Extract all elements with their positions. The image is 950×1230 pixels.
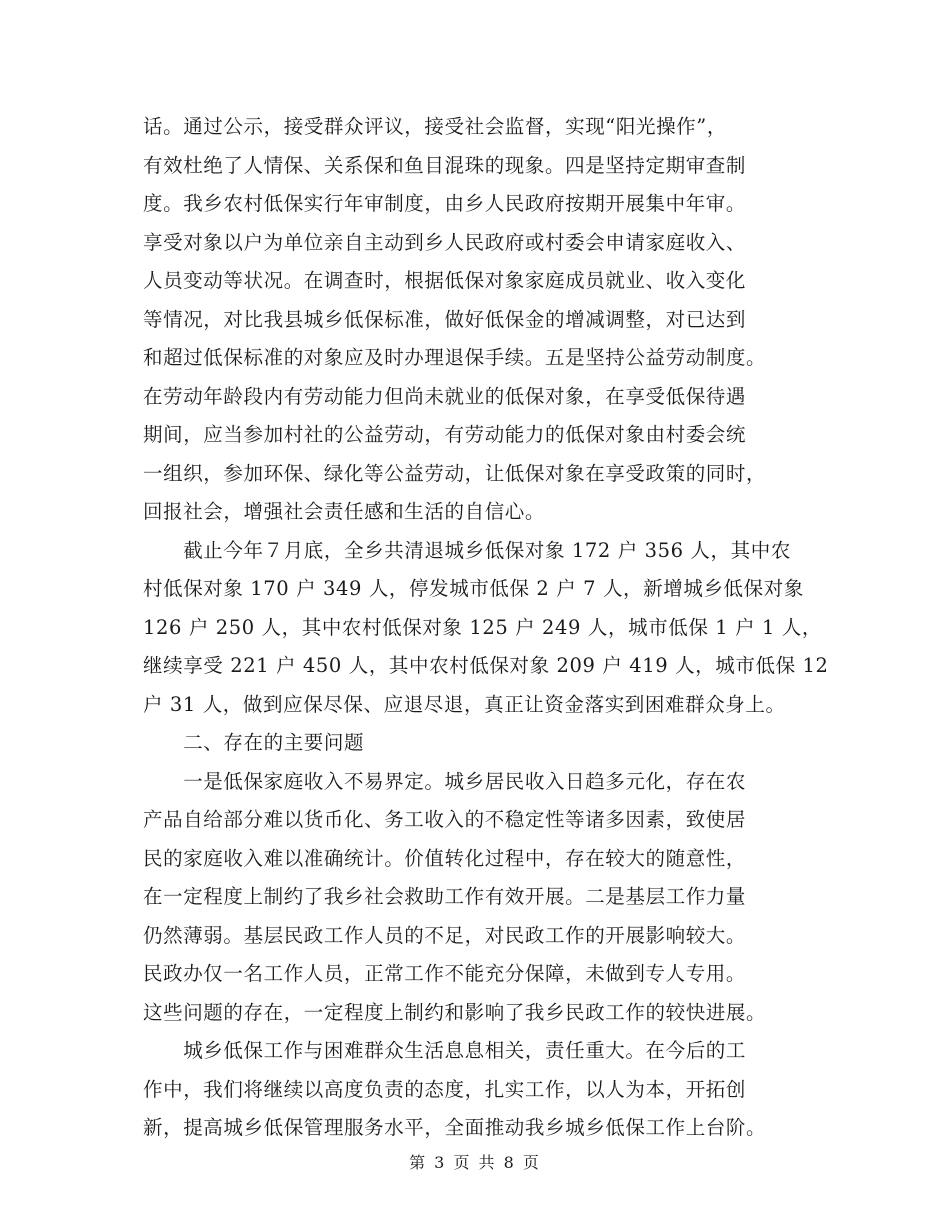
text-line: 期间，应当参加村社的公益劳动，有劳动能力的低保对象由村委会统 xyxy=(143,423,747,446)
text-line: 在劳动年龄段内有劳动能力但尚未就业的低保对象，在享受低保待遇 xyxy=(143,384,747,408)
text-line: 产品自给部分难以货币化、务工收入的不稳定性等诸多因素，致使居 xyxy=(143,808,747,831)
text-line: 一组织，参加环保、绿化等公益劳动，让低保对象在享受政策的同时， xyxy=(143,461,767,485)
text-line: 有效杜绝了人情保、关系保和鱼目混珠的现象。四是坚持定期审查制 xyxy=(143,153,747,177)
text-line: 回报社会，增强社会责任感和生活的自信心。 xyxy=(143,500,546,523)
text-line: 这些问题的存在，一定程度上制约和影响了我乡民政工作的较快进展。 xyxy=(143,1000,767,1024)
text-line: 度。我乡农村低保实行年审制度，由乡人民政府按期开展集中年审。 xyxy=(143,192,747,215)
text-line: 民政办仅一名工作人员，正常工作不能充分保障，未做到专人专用。 xyxy=(143,962,747,985)
text-line: 等情况，对比我县城乡低保标准，做好低保金的增减调整，对已达到 xyxy=(143,307,747,331)
text-line: 在一定程度上制约了我乡社会救助工作有效开展。二是基层工作力量 xyxy=(143,885,747,908)
text-line: 和超过低保标准的对象应及时办理退保手续。五是坚持公益劳动制度。 xyxy=(143,346,767,369)
text-line: 一是低保家庭收入不易界定。城乡居民收入日趋多元化，存在农 xyxy=(143,769,747,793)
text-line: 仍然薄弱。基层民政工作人员的不足，对民政工作的开展影响较大。 xyxy=(143,923,747,947)
text-line: 继续享受 221 户 450 人，其中农村低保对象 209 户 419 人，城市低保 12 xyxy=(143,654,829,677)
text-line: 话。通过公示，接受群众评议，接受社会监督，实现“阳光操作”， xyxy=(143,115,727,138)
page-number-footer: 第 3 页 共 8 页 xyxy=(409,1153,541,1172)
text-line: 享受对象以户为单位亲自主动到乡人民政府或村委会申请家庭收入、 xyxy=(143,230,747,254)
text-line: 村低保对象 170 户 349 人，停发城市低保 2 户 7 人，新增城乡低保对象 xyxy=(143,577,804,600)
text-line: 民的家庭收入难以准确统计。价值转化过程中，存在较大的随意性， xyxy=(143,846,747,870)
text-line: 新，提高城乡低保管理服务水平，全面推动我乡城乡低保工作上台阶。 xyxy=(143,1116,767,1139)
text-line: 户 31 人，做到应保尽保、应退尽退，真正让资金落实到困难群众身上。 xyxy=(143,692,786,716)
text-line: 城乡低保工作与困难群众生活息息相关，责任重大。在今后的工 xyxy=(143,1039,747,1062)
text-line: 人员变动等状况。在调查时，根据低保对象家庭成员就业、收入变化 xyxy=(143,269,747,292)
text-line: 126 户 250 人，其中农村低保对象 125 户 249 人，城市低保 1 户 1 人， xyxy=(143,615,822,639)
section-heading: 二、存在的主要问题 xyxy=(143,731,365,754)
text-line: 截止今年７月底，全乡共清退城乡低保对象 172 户 356 人，其中农 xyxy=(143,538,791,562)
text-line: 作中，我们将继续以高度负责的态度，扎实工作，以人为本，开拓创 xyxy=(143,1077,747,1101)
